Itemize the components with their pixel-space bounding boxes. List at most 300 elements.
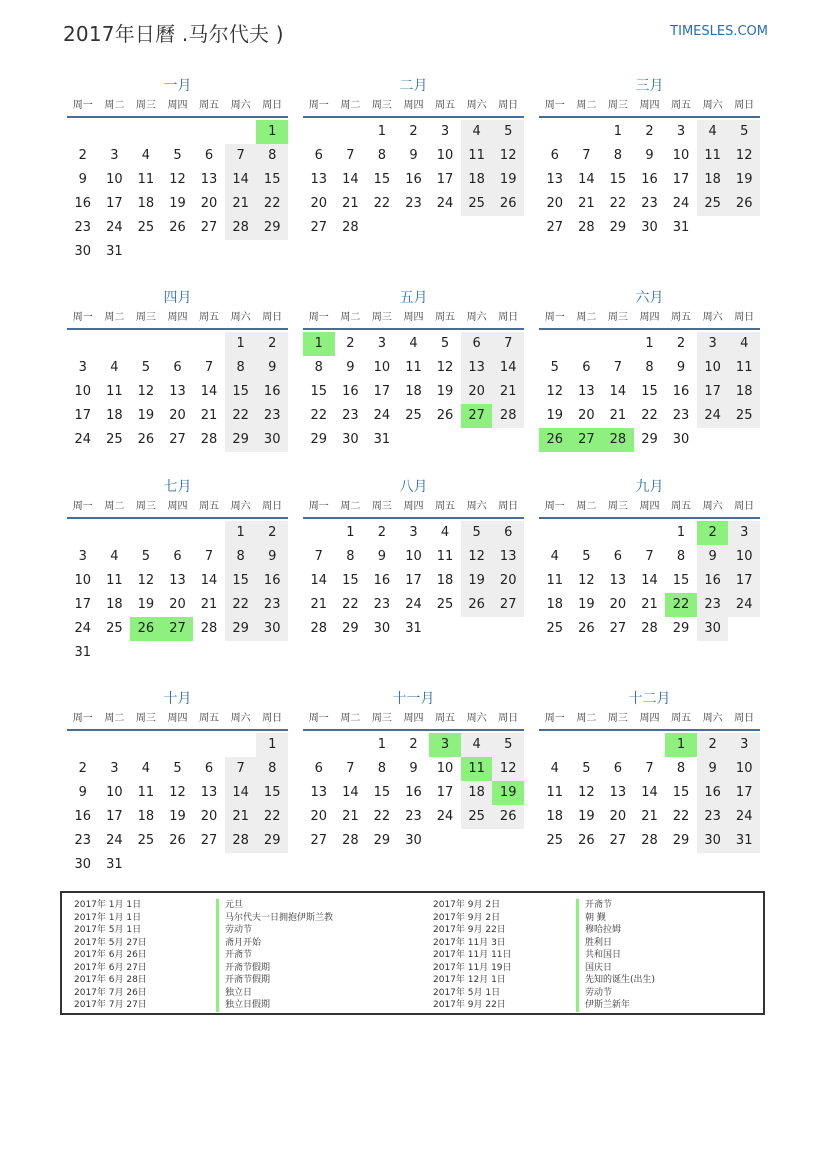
day-cell[interactable]: 10 xyxy=(373,360,391,375)
day-cell[interactable]: 11 xyxy=(546,573,564,588)
day-cell[interactable]: 24 xyxy=(405,597,422,612)
day-cell[interactable]: 16 xyxy=(74,196,92,211)
day-cell[interactable]: 10 xyxy=(405,549,422,564)
day-cell[interactable]: 3 xyxy=(676,124,686,139)
day-cell[interactable]: 8 xyxy=(645,360,654,375)
day-cell[interactable]: 28 xyxy=(200,621,218,636)
day-cell[interactable]: 18 xyxy=(461,168,493,192)
day-cell[interactable]: 14 xyxy=(225,781,257,805)
day-cell[interactable]: 25 xyxy=(436,597,454,612)
day-cell[interactable]: 22 xyxy=(256,192,288,216)
holiday-day[interactable]: 1 xyxy=(303,332,335,356)
day-cell[interactable]: 23 xyxy=(342,408,359,423)
day-cell[interactable]: 7 xyxy=(613,360,623,375)
day-cell[interactable]: 24 xyxy=(436,196,454,211)
day-cell[interactable]: 3 xyxy=(377,336,387,351)
day-cell[interactable]: 21 xyxy=(225,805,257,829)
day-cell[interactable]: 6 xyxy=(314,148,323,163)
day-cell[interactable]: 8 xyxy=(377,148,387,163)
day-cell[interactable]: 6 xyxy=(173,360,182,375)
day-cell[interactable]: 27 xyxy=(609,833,627,848)
day-cell[interactable]: 23 xyxy=(641,196,658,211)
day-cell[interactable]: 11 xyxy=(106,573,123,588)
day-cell[interactable]: 25 xyxy=(106,432,123,447)
day-cell[interactable]: 4 xyxy=(110,549,119,564)
day-cell[interactable]: 20 xyxy=(546,196,564,211)
day-cell[interactable]: 16 xyxy=(405,785,422,800)
day-cell[interactable]: 21 xyxy=(578,196,595,211)
day-cell[interactable]: 6 xyxy=(613,761,623,776)
day-cell[interactable]: 1 xyxy=(256,733,288,757)
day-cell[interactable]: 19 xyxy=(728,168,760,192)
day-cell[interactable]: 18 xyxy=(405,384,422,399)
day-cell[interactable]: 7 xyxy=(582,148,591,163)
day-cell[interactable]: 20 xyxy=(169,408,186,423)
day-cell[interactable]: 31 xyxy=(728,829,760,853)
day-cell[interactable]: 19 xyxy=(137,597,155,612)
day-cell[interactable]: 25 xyxy=(728,404,760,428)
day-cell[interactable]: 28 xyxy=(310,621,328,636)
day-cell[interactable]: 8 xyxy=(377,761,387,776)
day-cell[interactable]: 12 xyxy=(546,384,564,399)
day-cell[interactable]: 10 xyxy=(436,148,454,163)
day-cell[interactable]: 13 xyxy=(200,172,218,187)
day-cell[interactable]: 4 xyxy=(440,525,450,540)
site-link[interactable]: TIMESLES.COM xyxy=(670,24,768,39)
day-cell[interactable]: 15 xyxy=(342,573,359,588)
day-cell[interactable]: 8 xyxy=(256,144,288,168)
day-cell[interactable]: 20 xyxy=(200,196,218,211)
holiday-day[interactable]: 26 xyxy=(539,428,571,452)
day-cell[interactable]: 16 xyxy=(256,380,288,404)
day-cell[interactable]: 24 xyxy=(728,805,760,829)
day-cell[interactable]: 21 xyxy=(225,192,257,216)
day-cell[interactable]: 27 xyxy=(200,220,218,235)
holiday-day[interactable]: 27 xyxy=(162,617,194,641)
day-cell[interactable]: 16 xyxy=(74,809,92,824)
day-cell[interactable]: 5 xyxy=(550,360,559,375)
day-cell[interactable]: 28 xyxy=(492,404,524,428)
day-cell[interactable]: 6 xyxy=(314,761,323,776)
day-cell[interactable]: 14 xyxy=(641,785,658,800)
day-cell[interactable]: 20 xyxy=(609,809,627,824)
day-cell[interactable]: 18 xyxy=(137,196,155,211)
day-cell[interactable]: 13 xyxy=(609,785,627,800)
day-cell[interactable]: 9 xyxy=(377,549,387,564)
day-cell[interactable]: 18 xyxy=(137,809,155,824)
day-cell[interactable]: 30 xyxy=(697,617,729,641)
day-cell[interactable]: 16 xyxy=(256,569,288,593)
day-cell[interactable]: 30 xyxy=(405,833,422,848)
day-cell[interactable]: 16 xyxy=(405,172,422,187)
day-cell[interactable]: 7 xyxy=(346,761,355,776)
day-cell[interactable]: 13 xyxy=(200,785,218,800)
day-cell[interactable]: 6 xyxy=(173,549,182,564)
day-cell[interactable]: 17 xyxy=(436,785,454,800)
day-cell[interactable]: 4 xyxy=(728,332,760,356)
day-cell[interactable]: 13 xyxy=(546,172,564,187)
holiday-day[interactable]: 27 xyxy=(461,404,493,428)
day-cell[interactable]: 7 xyxy=(492,332,524,356)
day-cell[interactable]: 24 xyxy=(106,833,123,848)
day-cell[interactable]: 5 xyxy=(461,521,493,545)
holiday-day[interactable]: 22 xyxy=(665,593,697,617)
day-cell[interactable]: 29 xyxy=(641,432,658,447)
day-cell[interactable]: 8 xyxy=(676,761,686,776)
day-cell[interactable]: 8 xyxy=(225,356,257,380)
day-cell[interactable]: 1 xyxy=(377,124,387,139)
day-cell[interactable]: 15 xyxy=(256,781,288,805)
day-cell[interactable]: 13 xyxy=(609,573,627,588)
day-cell[interactable]: 3 xyxy=(110,761,119,776)
day-cell[interactable]: 31 xyxy=(373,432,391,447)
day-cell[interactable]: 12 xyxy=(169,172,186,187)
day-cell[interactable]: 3 xyxy=(728,733,760,757)
day-cell[interactable]: 25 xyxy=(697,192,729,216)
day-cell[interactable]: 21 xyxy=(641,809,658,824)
day-cell[interactable]: 28 xyxy=(225,829,257,853)
day-cell[interactable]: 23 xyxy=(405,809,422,824)
day-cell[interactable]: 26 xyxy=(492,805,524,829)
day-cell[interactable]: 5 xyxy=(141,549,151,564)
day-cell[interactable]: 13 xyxy=(578,384,595,399)
day-cell[interactable]: 6 xyxy=(582,360,591,375)
day-cell[interactable]: 2 xyxy=(676,336,686,351)
day-cell[interactable]: 22 xyxy=(342,597,359,612)
day-cell[interactable]: 22 xyxy=(373,196,391,211)
day-cell[interactable]: 12 xyxy=(137,384,155,399)
day-cell[interactable]: 16 xyxy=(672,384,690,399)
day-cell[interactable]: 30 xyxy=(641,220,658,235)
day-cell[interactable]: 9 xyxy=(256,545,288,569)
day-cell[interactable]: 7 xyxy=(225,144,257,168)
day-cell[interactable]: 16 xyxy=(373,573,391,588)
day-cell[interactable]: 30 xyxy=(74,244,92,259)
day-cell[interactable]: 26 xyxy=(728,192,760,216)
day-cell[interactable]: 25 xyxy=(137,833,155,848)
day-cell[interactable]: 4 xyxy=(697,120,729,144)
day-cell[interactable]: 20 xyxy=(200,809,218,824)
day-cell[interactable]: 21 xyxy=(609,408,627,423)
day-cell[interactable]: 8 xyxy=(676,549,686,564)
day-cell[interactable]: 29 xyxy=(225,428,257,452)
day-cell[interactable]: 8 xyxy=(314,360,323,375)
day-cell[interactable]: 16 xyxy=(697,781,729,805)
day-cell[interactable]: 3 xyxy=(110,148,119,163)
day-cell[interactable]: 24 xyxy=(373,408,391,423)
day-cell[interactable]: 22 xyxy=(256,805,288,829)
day-cell[interactable]: 12 xyxy=(492,144,524,168)
day-cell[interactable]: 20 xyxy=(310,809,328,824)
day-cell[interactable]: 5 xyxy=(492,733,524,757)
day-cell[interactable]: 26 xyxy=(169,833,186,848)
day-cell[interactable]: 9 xyxy=(676,360,686,375)
day-cell[interactable]: 19 xyxy=(578,597,595,612)
day-cell[interactable]: 2 xyxy=(409,124,418,139)
day-cell[interactable]: 29 xyxy=(609,220,627,235)
day-cell[interactable]: 29 xyxy=(225,617,257,641)
day-cell[interactable]: 18 xyxy=(546,597,564,612)
day-cell[interactable]: 11 xyxy=(106,384,123,399)
day-cell[interactable]: 12 xyxy=(137,573,155,588)
day-cell[interactable]: 27 xyxy=(310,220,328,235)
holiday-day[interactable]: 3 xyxy=(429,733,461,757)
day-cell[interactable]: 8 xyxy=(346,549,355,564)
day-cell[interactable]: 29 xyxy=(342,621,359,636)
day-cell[interactable]: 16 xyxy=(342,384,359,399)
day-cell[interactable]: 19 xyxy=(578,809,595,824)
day-cell[interactable]: 6 xyxy=(550,148,559,163)
day-cell[interactable]: 22 xyxy=(310,408,328,423)
day-cell[interactable]: 5 xyxy=(582,549,591,564)
day-cell[interactable]: 4 xyxy=(409,336,418,351)
day-cell[interactable]: 17 xyxy=(405,573,422,588)
day-cell[interactable]: 18 xyxy=(697,168,729,192)
day-cell[interactable]: 24 xyxy=(106,220,123,235)
day-cell[interactable]: 19 xyxy=(492,168,524,192)
holiday-day[interactable]: 1 xyxy=(256,120,288,144)
day-cell[interactable]: 1 xyxy=(225,332,257,356)
day-cell[interactable]: 7 xyxy=(225,757,257,781)
day-cell[interactable]: 23 xyxy=(373,597,391,612)
day-cell[interactable]: 20 xyxy=(461,380,493,404)
day-cell[interactable]: 4 xyxy=(141,148,151,163)
day-cell[interactable]: 26 xyxy=(461,593,493,617)
day-cell[interactable]: 15 xyxy=(225,569,257,593)
day-cell[interactable]: 9 xyxy=(697,545,729,569)
day-cell[interactable]: 14 xyxy=(578,172,595,187)
holiday-day[interactable]: 11 xyxy=(461,757,493,781)
day-cell[interactable]: 25 xyxy=(461,805,493,829)
day-cell[interactable]: 23 xyxy=(697,805,729,829)
day-cell[interactable]: 21 xyxy=(641,597,658,612)
day-cell[interactable]: 24 xyxy=(74,432,92,447)
day-cell[interactable]: 10 xyxy=(728,757,760,781)
day-cell[interactable]: 12 xyxy=(436,360,454,375)
day-cell[interactable]: 26 xyxy=(578,621,595,636)
day-cell[interactable]: 28 xyxy=(200,432,218,447)
day-cell[interactable]: 27 xyxy=(310,833,328,848)
day-cell[interactable]: 26 xyxy=(492,192,524,216)
day-cell[interactable]: 3 xyxy=(728,521,760,545)
day-cell[interactable]: 1 xyxy=(676,525,686,540)
day-cell[interactable]: 25 xyxy=(405,408,422,423)
day-cell[interactable]: 10 xyxy=(728,545,760,569)
day-cell[interactable]: 23 xyxy=(697,593,729,617)
day-cell[interactable]: 13 xyxy=(492,545,524,569)
day-cell[interactable]: 14 xyxy=(342,172,359,187)
holiday-day[interactable]: 26 xyxy=(130,617,162,641)
day-cell[interactable]: 12 xyxy=(461,545,493,569)
day-cell[interactable]: 2 xyxy=(78,761,87,776)
day-cell[interactable]: 24 xyxy=(672,196,690,211)
day-cell[interactable]: 25 xyxy=(546,833,564,848)
day-cell[interactable]: 15 xyxy=(641,384,658,399)
day-cell[interactable]: 30 xyxy=(256,428,288,452)
day-cell[interactable]: 30 xyxy=(697,829,729,853)
day-cell[interactable]: 22 xyxy=(373,809,391,824)
day-cell[interactable]: 1 xyxy=(225,521,257,545)
day-cell[interactable]: 4 xyxy=(550,761,559,776)
day-cell[interactable]: 21 xyxy=(342,809,359,824)
day-cell[interactable]: 3 xyxy=(78,549,87,564)
day-cell[interactable]: 26 xyxy=(436,408,454,423)
day-cell[interactable]: 18 xyxy=(106,597,123,612)
day-cell[interactable]: 6 xyxy=(204,761,214,776)
day-cell[interactable]: 17 xyxy=(106,809,123,824)
day-cell[interactable]: 10 xyxy=(74,573,92,588)
day-cell[interactable]: 19 xyxy=(436,384,454,399)
day-cell[interactable]: 5 xyxy=(141,360,151,375)
day-cell[interactable]: 28 xyxy=(641,833,658,848)
day-cell[interactable]: 5 xyxy=(440,336,450,351)
day-cell[interactable]: 9 xyxy=(78,172,87,187)
day-cell[interactable]: 25 xyxy=(546,621,564,636)
day-cell[interactable]: 7 xyxy=(346,148,355,163)
holiday-day[interactable]: 28 xyxy=(602,428,634,452)
day-cell[interactable]: 2 xyxy=(78,148,87,163)
day-cell[interactable]: 7 xyxy=(204,549,214,564)
day-cell[interactable]: 14 xyxy=(310,573,328,588)
day-cell[interactable]: 10 xyxy=(436,761,454,776)
day-cell[interactable]: 7 xyxy=(204,360,214,375)
day-cell[interactable]: 19 xyxy=(461,569,493,593)
day-cell[interactable]: 15 xyxy=(672,785,690,800)
day-cell[interactable]: 12 xyxy=(578,573,595,588)
day-cell[interactable]: 31 xyxy=(106,857,123,872)
day-cell[interactable]: 1 xyxy=(377,737,387,752)
holiday-day[interactable]: 27 xyxy=(571,428,603,452)
day-cell[interactable]: 17 xyxy=(728,569,760,593)
holiday-day[interactable]: 2 xyxy=(697,521,729,545)
day-cell[interactable]: 2 xyxy=(697,733,729,757)
day-cell[interactable]: 4 xyxy=(461,733,493,757)
day-cell[interactable]: 26 xyxy=(169,220,186,235)
day-cell[interactable]: 3 xyxy=(697,332,729,356)
day-cell[interactable]: 3 xyxy=(78,360,87,375)
day-cell[interactable]: 8 xyxy=(613,148,623,163)
day-cell[interactable]: 21 xyxy=(200,408,218,423)
day-cell[interactable]: 7 xyxy=(645,761,654,776)
day-cell[interactable]: 5 xyxy=(173,148,182,163)
day-cell[interactable]: 21 xyxy=(492,380,524,404)
day-cell[interactable]: 21 xyxy=(200,597,218,612)
day-cell[interactable]: 26 xyxy=(137,432,155,447)
day-cell[interactable]: 9 xyxy=(78,785,87,800)
day-cell[interactable]: 9 xyxy=(409,148,418,163)
day-cell[interactable]: 12 xyxy=(492,757,524,781)
day-cell[interactable]: 6 xyxy=(204,148,214,163)
day-cell[interactable]: 28 xyxy=(342,220,359,235)
day-cell[interactable]: 29 xyxy=(672,833,690,848)
day-cell[interactable]: 7 xyxy=(314,549,323,564)
day-cell[interactable]: 6 xyxy=(492,521,524,545)
day-cell[interactable]: 24 xyxy=(697,404,729,428)
day-cell[interactable]: 27 xyxy=(200,833,218,848)
day-cell[interactable]: 16 xyxy=(697,569,729,593)
day-cell[interactable]: 9 xyxy=(346,360,355,375)
day-cell[interactable]: 20 xyxy=(310,196,328,211)
day-cell[interactable]: 15 xyxy=(609,172,627,187)
day-cell[interactable]: 22 xyxy=(641,408,658,423)
day-cell[interactable]: 30 xyxy=(672,432,690,447)
day-cell[interactable]: 9 xyxy=(256,356,288,380)
day-cell[interactable]: 17 xyxy=(672,172,690,187)
day-cell[interactable]: 11 xyxy=(436,549,454,564)
day-cell[interactable]: 1 xyxy=(346,525,355,540)
day-cell[interactable]: 17 xyxy=(74,597,92,612)
day-cell[interactable]: 23 xyxy=(405,196,422,211)
day-cell[interactable]: 4 xyxy=(461,120,493,144)
day-cell[interactable]: 17 xyxy=(436,172,454,187)
day-cell[interactable]: 11 xyxy=(546,785,564,800)
day-cell[interactable]: 25 xyxy=(106,621,123,636)
day-cell[interactable]: 11 xyxy=(728,356,760,380)
day-cell[interactable]: 2 xyxy=(346,336,355,351)
day-cell[interactable]: 22 xyxy=(672,809,690,824)
holiday-day[interactable]: 1 xyxy=(665,733,697,757)
day-cell[interactable]: 15 xyxy=(373,785,391,800)
day-cell[interactable]: 9 xyxy=(697,757,729,781)
day-cell[interactable]: 28 xyxy=(578,220,595,235)
day-cell[interactable]: 30 xyxy=(74,857,92,872)
day-cell[interactable]: 2 xyxy=(256,332,288,356)
day-cell[interactable]: 20 xyxy=(609,597,627,612)
day-cell[interactable]: 18 xyxy=(461,781,493,805)
day-cell[interactable]: 5 xyxy=(492,120,524,144)
day-cell[interactable]: 11 xyxy=(405,360,422,375)
day-cell[interactable]: 5 xyxy=(173,761,182,776)
day-cell[interactable]: 17 xyxy=(74,408,92,423)
day-cell[interactable]: 14 xyxy=(200,384,218,399)
day-cell[interactable]: 4 xyxy=(110,360,119,375)
day-cell[interactable]: 25 xyxy=(137,220,155,235)
day-cell[interactable]: 2 xyxy=(377,525,387,540)
day-cell[interactable]: 27 xyxy=(169,432,186,447)
day-cell[interactable]: 19 xyxy=(169,196,186,211)
day-cell[interactable]: 20 xyxy=(492,569,524,593)
day-cell[interactable]: 15 xyxy=(373,172,391,187)
day-cell[interactable]: 14 xyxy=(641,573,658,588)
day-cell[interactable]: 19 xyxy=(546,408,564,423)
day-cell[interactable]: 22 xyxy=(225,404,257,428)
day-cell[interactable]: 9 xyxy=(645,148,654,163)
day-cell[interactable]: 22 xyxy=(609,196,627,211)
day-cell[interactable]: 28 xyxy=(225,216,257,240)
day-cell[interactable]: 15 xyxy=(256,168,288,192)
day-cell[interactable]: 17 xyxy=(373,384,391,399)
day-cell[interactable]: 4 xyxy=(141,761,151,776)
day-cell[interactable]: 29 xyxy=(256,829,288,853)
day-cell[interactable]: 14 xyxy=(200,573,218,588)
day-cell[interactable]: 15 xyxy=(310,384,328,399)
day-cell[interactable]: 15 xyxy=(672,573,690,588)
day-cell[interactable]: 11 xyxy=(137,172,155,187)
day-cell[interactable]: 31 xyxy=(74,645,92,660)
day-cell[interactable]: 10 xyxy=(106,785,123,800)
day-cell[interactable]: 13 xyxy=(169,573,186,588)
day-cell[interactable]: 25 xyxy=(461,192,493,216)
day-cell[interactable]: 28 xyxy=(342,833,359,848)
day-cell[interactable]: 29 xyxy=(373,833,391,848)
day-cell[interactable]: 10 xyxy=(697,356,729,380)
day-cell[interactable]: 23 xyxy=(74,220,92,235)
day-cell[interactable]: 26 xyxy=(578,833,595,848)
day-cell[interactable]: 8 xyxy=(256,757,288,781)
day-cell[interactable]: 1 xyxy=(645,336,654,351)
day-cell[interactable]: 19 xyxy=(137,408,155,423)
day-cell[interactable]: 12 xyxy=(169,785,186,800)
